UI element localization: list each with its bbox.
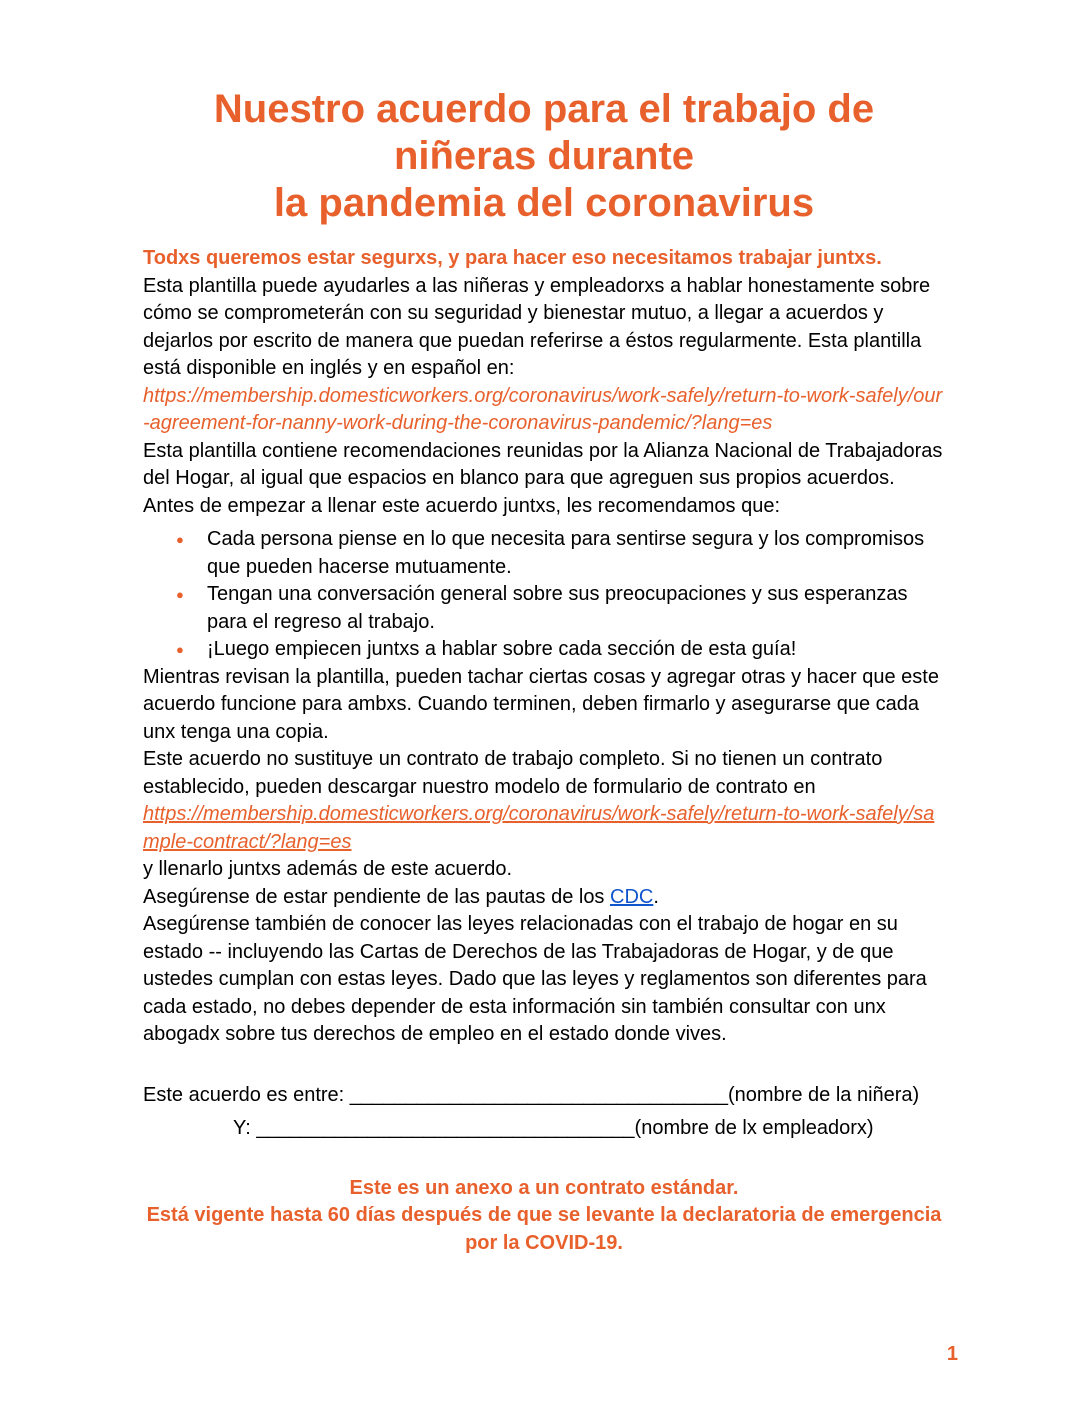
- cdc-sentence-after: .: [653, 885, 659, 908]
- document-title-line-1: Nuestro acuerdo para el trabajo de niñeras durante: [213, 87, 875, 178]
- annex-notice: [143, 1175, 945, 1258]
- paragraph-contract-outro-text: y llenarlo juntxs además de este acuerdo.: [143, 858, 513, 880]
- document-title-line-2: la pandemia del coronavirus: [273, 181, 815, 225]
- paragraph-contract: [143, 746, 945, 884]
- paragraph-cdc: [143, 884, 945, 912]
- paragraph-contract-intro-text: Este acuerdo no sustituye un contrato de trabajo completo. Si no tienen un contrato establecido, pueden descargar nuestro modelo de formulario de contrato en: [143, 748, 883, 798]
- paragraph-template-intro-text: Esta plantilla puede ayudarles a las niñeras y empleadorxs a hablar honestamente sobre cómo se comprometerán con su seguridad y bienestar mutuo, a llegar a acuerdos y dejarlos por escrito de manera que puedan referirse a éstos regularmente. Esta plantilla está disponible en inglés y en español en:: [143, 274, 931, 379]
- party-line-nanny: [143, 1079, 945, 1112]
- template-url-link[interactable]: https://membership.domesticworkers.org/coronavirus/work-safely/return-to-work-safely/our-agreement-for-nanny-work-during-the-coronavirus-pandemic/?lang=es: [143, 384, 943, 434]
- party-line-nanny-label: Este acuerdo es entre:: [143, 1083, 350, 1106]
- party-line-employer-label: Y:: [233, 1116, 257, 1139]
- paragraph-recommendations-intro: Esta plantilla contiene recomendaciones reunidas por la Alianza Nacional de Trabajadoras del Hogar, al igual que espacios en blanco para que agreguen sus propios acuerdos. Antes de empezar a llenar este acuerdo juntxs, les recomendamos que:: [143, 439, 943, 517]
- party-line-nanny-blank: __________________________________: [349, 1083, 728, 1106]
- party-line-employer: [143, 1112, 945, 1145]
- document-title: [143, 86, 945, 227]
- paragraph-state-laws: Asegúrense también de conocer las leyes relacionadas con el trabajo de hogar en su estado -- incluyendo las Cartas de Derechos de las Trabajadoras de Hogar, y de que ustedes cumplan con estas leyes. Dado que las leyes y reglamentos son diferentes para cada estado, no debes depender de esta información sin también consultar con unx abogadx sobre tus derechos de empleo en el estado donde vives.: [143, 913, 927, 1045]
- list-item-start-together: ● ¡Luego empiecen juntxs a hablar sobre cada sección de esta guía!: [143, 636, 945, 664]
- lead-statement: Todxs queremos estar segurxs, y para hacer eso necesitamos trabajar juntxs.: [143, 247, 882, 269]
- party-line-employer-blank: __________________________________: [256, 1116, 635, 1139]
- annex-notice-line-1: Este es un anexo a un contrato estándar.: [349, 1176, 739, 1199]
- annex-notice-line-2: Está vigente hasta 60 días después de que se levante la declaratoria de emergencia por la COVID-19.: [146, 1204, 942, 1254]
- party-line-nanny-suffix: (nombre de la niñera): [727, 1083, 920, 1106]
- cdc-link[interactable]: CDC: [610, 885, 654, 908]
- list-item-reflect: ● Cada persona piense en lo que necesita para sentirse segura y los compromisos que pueden hacerse mutuamente.: [143, 526, 945, 581]
- party-line-employer-suffix: (nombre de lx empleadorx): [634, 1116, 874, 1139]
- cdc-sentence-before: Asegúrense de estar pendiente de las pautas de los: [143, 885, 610, 908]
- list-item-conversation: ● Tengan una conversación general sobre sus preocupaciones y sus esperanzas para el regreso al trabajo.: [143, 581, 945, 636]
- page-number: 1: [946, 1343, 958, 1365]
- parties-section: [143, 1079, 945, 1145]
- paragraph-review: Mientras revisan la plantilla, pueden tachar ciertas cosas y agregar otras y hacer que este acuerdo funcione para ambxs. Cuando terminen, deben firmarlo y asegurarse que cada unx tenga una copia.: [143, 665, 939, 743]
- sample-contract-url-link[interactable]: https://membership.domesticworkers.org/coronavirus/work-safely/return-to-work-safely/sample-contract/?lang=es: [143, 803, 935, 853]
- recommendations-list: [143, 526, 945, 664]
- paragraph-template-intro: [143, 273, 945, 438]
